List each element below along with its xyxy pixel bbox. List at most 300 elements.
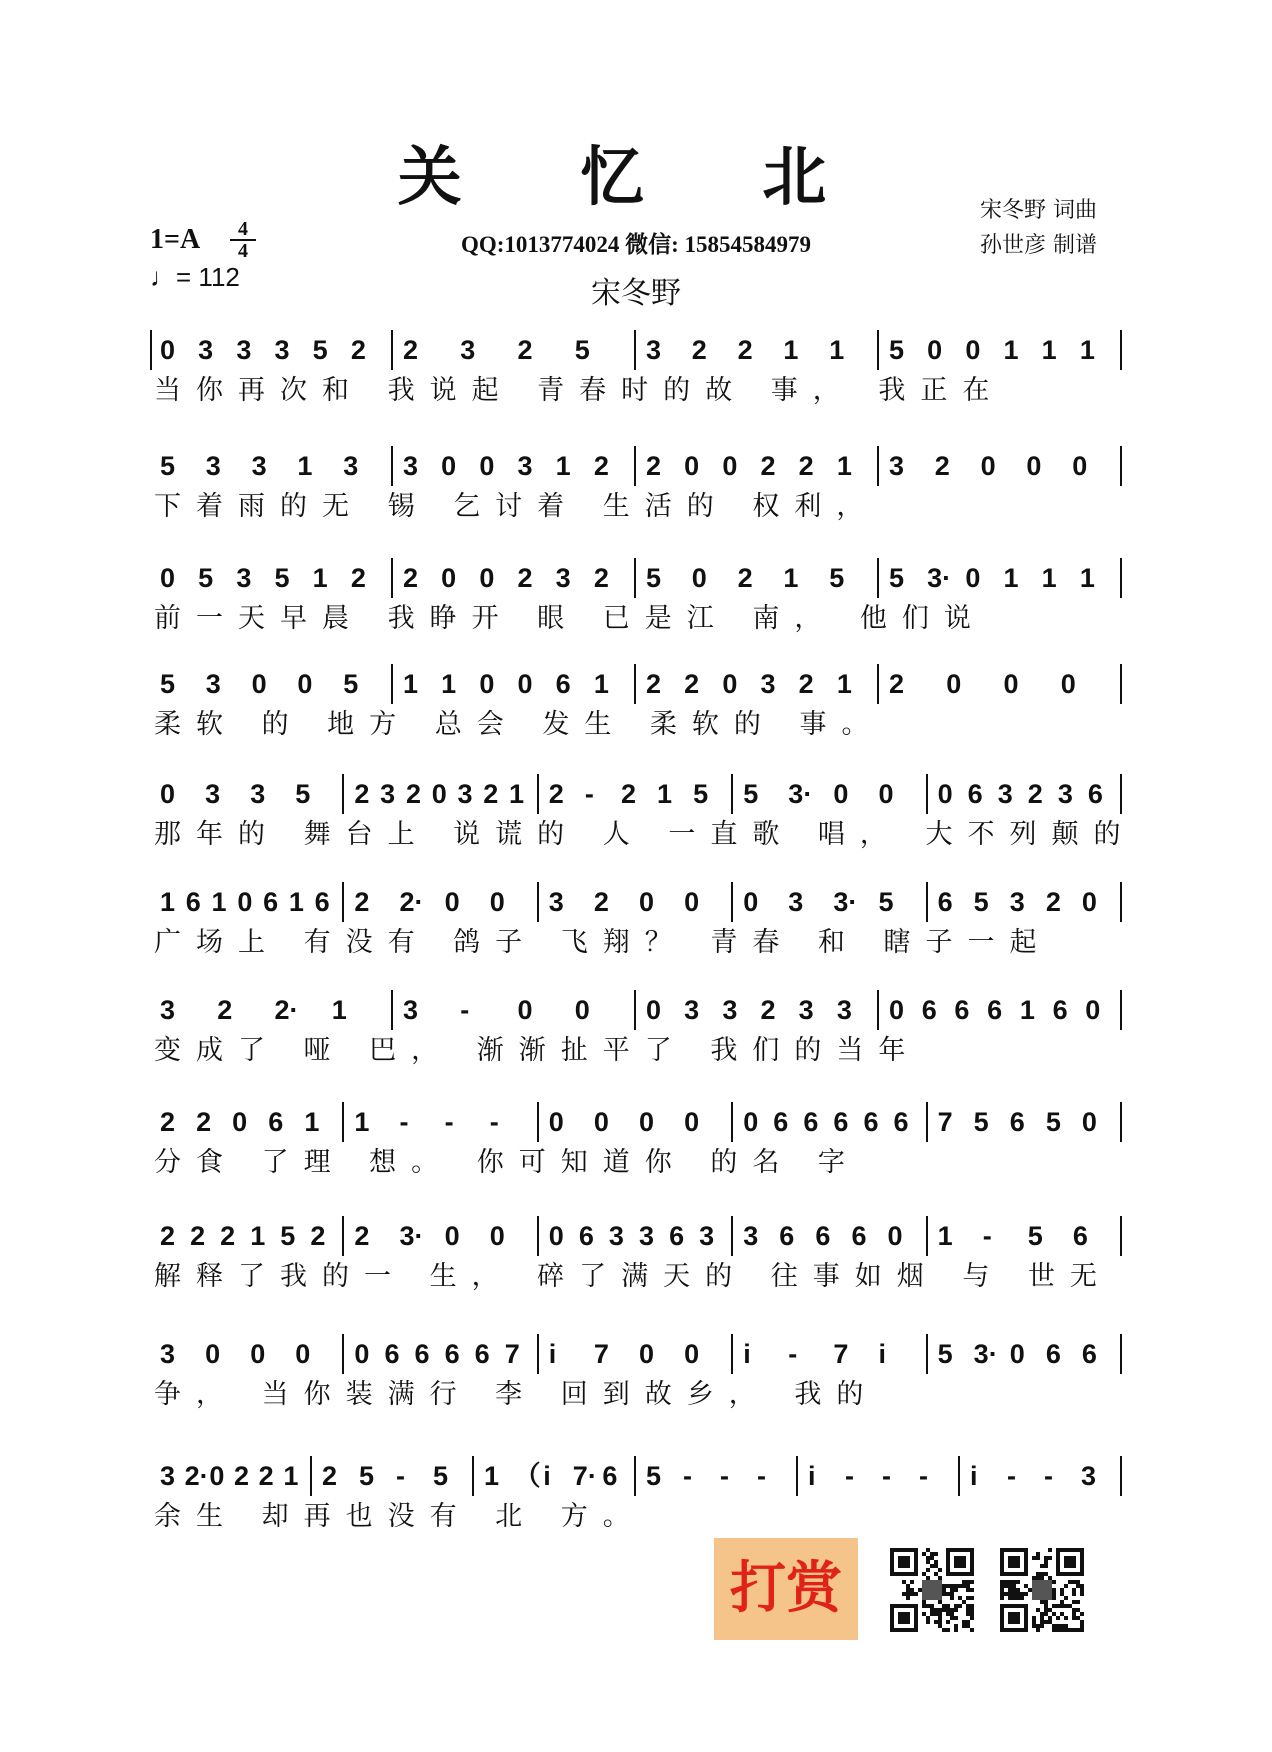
note: 3: [205, 669, 221, 699]
note: 1: [331, 995, 347, 1025]
note: 2: [593, 887, 609, 917]
lyrics-line: 下着雨的无 锡 乞讨着 生活的 权利，: [154, 491, 879, 522]
note: 7: [593, 1339, 609, 1369]
note: 6: [779, 1221, 795, 1251]
barline: [1120, 446, 1122, 486]
note: 5: [198, 563, 214, 593]
note: 3·: [833, 887, 858, 917]
note: 1: [250, 1221, 266, 1251]
note: 5: [646, 563, 662, 593]
note: 3: [722, 995, 738, 1025]
note: 3: [403, 995, 419, 1025]
note: 5: [160, 669, 176, 699]
note: 3: [798, 995, 814, 1025]
note: 1: [211, 887, 227, 917]
note: 6: [185, 887, 201, 917]
note: 1: [509, 779, 525, 809]
note: 2·: [274, 995, 299, 1025]
note: 1: [1019, 995, 1035, 1025]
barline: [796, 1456, 798, 1496]
note: 3: [205, 779, 221, 809]
note: 1: [288, 887, 304, 917]
note: 0: [722, 451, 738, 481]
note: 6: [1087, 779, 1103, 809]
barline: [877, 664, 879, 704]
note: 6: [384, 1339, 400, 1369]
note: 7: [833, 1339, 849, 1369]
note: 0: [889, 995, 905, 1025]
note: 0: [232, 1107, 248, 1137]
note: 1: [836, 669, 852, 699]
note: 6: [1045, 1339, 1061, 1369]
barline: [391, 330, 393, 370]
note: 5: [295, 779, 311, 809]
note: 6: [803, 1107, 819, 1137]
note: 3: [788, 887, 804, 917]
note: 5: [359, 1461, 375, 1491]
note: 2: [234, 1461, 250, 1491]
note: 0: [965, 335, 981, 365]
barline: [926, 1102, 928, 1142]
note: 0: [1026, 451, 1042, 481]
note: 5: [973, 887, 989, 917]
note: -: [683, 1461, 692, 1491]
note: 0: [833, 779, 849, 809]
note: 2: [593, 451, 609, 481]
note: 6: [815, 1221, 831, 1251]
note: 2: [646, 451, 662, 481]
note: 0: [160, 335, 176, 365]
note: 2: [691, 335, 707, 365]
note: 0: [722, 669, 738, 699]
note: -: [882, 1461, 891, 1491]
note: i: [970, 1461, 978, 1491]
note: 2: [196, 1107, 212, 1137]
note: 3: [236, 563, 252, 593]
note: -: [757, 1461, 766, 1491]
note: 1: [160, 887, 176, 917]
note: 2: [798, 451, 814, 481]
note: 2: [1027, 779, 1043, 809]
note: 2: [403, 335, 419, 365]
note: 2: [190, 1221, 206, 1251]
barline: [1120, 1216, 1122, 1256]
note: 2: [760, 451, 776, 481]
note: 3: [457, 779, 473, 809]
note: 2: [258, 1461, 274, 1491]
note: -: [584, 779, 594, 809]
note: 1: [1003, 335, 1019, 365]
note: 3: [699, 1221, 715, 1251]
note: 2: [160, 1221, 176, 1251]
credit-lyrics-music: 宋冬野 词曲: [980, 198, 1097, 223]
note: 3: [460, 335, 476, 365]
note: 1: [1003, 563, 1019, 593]
note: 3: [403, 451, 419, 481]
note: 3·: [788, 779, 813, 809]
meter-bottom: 4: [238, 240, 248, 262]
note: 0: [479, 669, 495, 699]
note: 5: [280, 1221, 296, 1251]
note: 2: [934, 451, 950, 481]
note: 2: [354, 779, 370, 809]
note: -: [720, 1461, 729, 1491]
barline: [926, 882, 928, 922]
note: 5: [343, 669, 359, 699]
barline: [1120, 774, 1122, 814]
barline: [472, 1456, 474, 1496]
note: 6: [1081, 1339, 1097, 1369]
note: 2: [354, 1221, 370, 1251]
note: 2: [517, 335, 533, 365]
note: 5: [646, 1461, 662, 1491]
barline: [634, 330, 636, 370]
barline: [391, 664, 393, 704]
note: 5: [937, 1339, 953, 1369]
note: 0: [1003, 669, 1019, 699]
note: 3: [639, 1221, 655, 1251]
note: 0: [441, 563, 457, 593]
barline: [877, 446, 879, 486]
barline: [926, 1334, 928, 1374]
note: i: [808, 1461, 816, 1491]
note: 6: [893, 1107, 909, 1137]
note: 2: [310, 1221, 326, 1251]
note: 6: [555, 669, 571, 699]
note: 2: [483, 779, 499, 809]
barline: [1120, 990, 1122, 1030]
note: 5: [889, 335, 905, 365]
note: 6: [937, 887, 953, 917]
note: 2: [737, 563, 753, 593]
lyrics-line: 前一天早晨 我睁开 眼 已是江 南， 他们说: [154, 603, 986, 634]
note: 0: [431, 779, 447, 809]
note: 7·: [572, 1461, 597, 1491]
note: 0: [639, 1339, 655, 1369]
note: 2: [593, 563, 609, 593]
note: -: [788, 1339, 798, 1369]
note: 0: [1081, 1107, 1097, 1137]
note: 2: [646, 669, 662, 699]
note: 0: [295, 1339, 311, 1369]
lyrics-line: 广场上 有没有 鸽子 飞翔？ 青春 和 瞎子一起: [154, 927, 1052, 958]
barline: [634, 558, 636, 598]
note: -: [919, 1461, 928, 1491]
qr-code-icon: [890, 1548, 974, 1632]
note: 3: [760, 669, 776, 699]
note: 3: [889, 451, 905, 481]
barline: [634, 990, 636, 1030]
note: 5: [1045, 1107, 1061, 1137]
note: 0: [205, 1339, 221, 1369]
note: 2: [517, 563, 533, 593]
note: 1: [1079, 563, 1095, 593]
barline: [877, 558, 879, 598]
note: 0: [965, 563, 981, 593]
barline: [342, 774, 344, 814]
barline: [537, 882, 539, 922]
barline: [1120, 558, 1122, 598]
note: 0: [980, 451, 996, 481]
note: 3·: [399, 1221, 424, 1251]
note: 0: [1072, 451, 1088, 481]
note: 6: [967, 779, 983, 809]
lyrics-line: 争， 当你装满行 李 回到故乡， 我的: [154, 1379, 879, 1410]
contact-info: QQ:1013774024 微信: 15854584979: [460, 232, 812, 257]
reward-button[interactable]: [714, 1538, 858, 1640]
note: 1: [783, 335, 799, 365]
note: 0: [927, 335, 943, 365]
note: 2: [322, 1461, 338, 1491]
note: 0: [548, 1221, 564, 1251]
note: 0: [160, 563, 176, 593]
note: 0: [946, 669, 962, 699]
barline: [1120, 882, 1122, 922]
barline: [634, 1456, 636, 1496]
note: 2: [350, 335, 366, 365]
note: 5: [878, 887, 894, 917]
note: 6: [987, 995, 1003, 1025]
note: 0: [684, 887, 700, 917]
note: 2: [354, 887, 370, 917]
barline: [1120, 664, 1122, 704]
note: -: [1044, 1461, 1053, 1491]
note: 0: [646, 995, 662, 1025]
note: 1: [593, 669, 609, 699]
note: 6: [1072, 1221, 1088, 1251]
note: 1: [304, 1107, 320, 1137]
note: 0: [517, 995, 533, 1025]
note: 1: [312, 563, 328, 593]
note: 1: [829, 335, 845, 365]
note: 0: [593, 1107, 609, 1137]
note: 0: [209, 1461, 225, 1491]
note: 0: [237, 887, 253, 917]
note: 5: [973, 1107, 989, 1137]
note: 6: [921, 995, 937, 1025]
barline: [537, 1334, 539, 1374]
note: 2: [760, 995, 776, 1025]
note: 1: [657, 779, 673, 809]
note: 5: [889, 563, 905, 593]
singer-name: 宋冬野: [591, 276, 681, 311]
note: 0: [250, 1339, 266, 1369]
barline: [342, 1102, 344, 1142]
note: 3: [517, 451, 533, 481]
note: 6: [602, 1461, 618, 1491]
barline: [150, 330, 152, 370]
barline: [877, 330, 879, 370]
note: 3: [646, 335, 662, 365]
lyrics-line: 变成了 哑 巴， 渐渐扯平了 我们的当年: [154, 1035, 921, 1066]
note: 5: [274, 563, 290, 593]
note: 2: [217, 995, 233, 1025]
note: 5: [1027, 1221, 1043, 1251]
note: 2: [220, 1221, 236, 1251]
note: 2: [620, 779, 636, 809]
note: 5: [693, 779, 709, 809]
note: 5: [312, 335, 328, 365]
lyrics-line: 解释了我的一 生， 碎了满天的 往事如烟 与 世无: [154, 1261, 1112, 1292]
note: 3: [160, 1339, 176, 1369]
note: 3: [1081, 1461, 1097, 1491]
note: 0: [354, 1339, 370, 1369]
note: 0: [878, 779, 894, 809]
qr-code-icon: [1000, 1548, 1084, 1632]
note: 3: [250, 779, 266, 809]
note: 1: [1041, 563, 1057, 593]
note: 0: [684, 451, 700, 481]
note: 0: [937, 779, 953, 809]
note: 2·: [399, 887, 424, 917]
note: 3: [160, 995, 176, 1025]
note: 6: [414, 1339, 430, 1369]
note: 0: [548, 1107, 564, 1137]
note: 5: [743, 779, 759, 809]
barline: [342, 1334, 344, 1374]
barline: [877, 990, 879, 1030]
song-title: 关 忆 北: [397, 140, 875, 215]
barline: [391, 990, 393, 1030]
note: 1: [783, 563, 799, 593]
barline: [1120, 330, 1122, 370]
lyrics-line: 余生 却再也没有 北 方。: [154, 1501, 645, 1532]
barline: [342, 882, 344, 922]
note: 6: [263, 887, 279, 917]
note: 2: [737, 335, 753, 365]
tempo-marking: ♩= 112: [150, 262, 240, 292]
note: 6: [578, 1221, 594, 1251]
note: 0: [743, 887, 759, 917]
note: 3: [160, 1461, 176, 1491]
barline: [391, 446, 393, 486]
note: 0: [444, 1221, 460, 1251]
note: 0: [1009, 1339, 1025, 1369]
note: 3: [343, 451, 359, 481]
barline: [731, 1102, 733, 1142]
note: 0: [297, 669, 313, 699]
note: 0: [441, 451, 457, 481]
note: 1: [283, 1461, 299, 1491]
note: 1: [403, 669, 419, 699]
note: 0: [684, 1107, 700, 1137]
note: 0: [1060, 669, 1076, 699]
lyrics-line: 当你再次和 我说起 青春时的故 事， 我正在: [154, 375, 1005, 406]
note: 6: [833, 1107, 849, 1137]
note: 2: [548, 779, 564, 809]
note: 0: [479, 451, 495, 481]
note: 2: [1045, 887, 1061, 917]
note: -: [845, 1461, 854, 1491]
note: 3: [684, 995, 700, 1025]
reward-label: 打赏: [730, 1556, 842, 1621]
note: 3·: [927, 563, 952, 593]
barline: [537, 774, 539, 814]
note: 3·: [973, 1339, 998, 1369]
note: 0: [489, 1221, 505, 1251]
lyrics-line: 分食 了理 想。 你可知道你 的名 字: [154, 1147, 860, 1178]
note: 0: [517, 669, 533, 699]
barline: [537, 1102, 539, 1142]
meter-top: 4: [238, 218, 248, 240]
barline: [634, 446, 636, 486]
note: 3: [205, 451, 221, 481]
lyrics-line: 柔软 的 地方 总会 发生 柔软的 事。: [154, 709, 884, 740]
note: 6: [954, 995, 970, 1025]
note: 5: [433, 1461, 449, 1491]
note: -: [396, 1461, 405, 1491]
note: 2: [350, 563, 366, 593]
note: 0: [691, 563, 707, 593]
key-signature: 1=A: [150, 224, 201, 255]
lyrics-line: 那年的 舞台上 说谎的 人 一直歌 唱， 大不列颠的: [154, 819, 1136, 850]
note: 2: [798, 669, 814, 699]
note: -: [489, 1107, 499, 1137]
note: 2: [889, 669, 905, 699]
note: i: [543, 1461, 551, 1491]
note: 6: [1009, 1107, 1025, 1137]
note: 6: [863, 1107, 879, 1137]
note: 3: [251, 451, 267, 481]
note: 0: [160, 779, 176, 809]
note: 3: [555, 563, 571, 593]
barline: [634, 664, 636, 704]
note: 0: [444, 887, 460, 917]
note: 1: [297, 451, 313, 481]
note: -: [460, 995, 470, 1025]
note: 3: [836, 995, 852, 1025]
note: 2·: [184, 1461, 209, 1491]
note: 6: [851, 1221, 867, 1251]
note: 3: [1057, 779, 1073, 809]
note: 1: [1079, 335, 1095, 365]
barline: [731, 1334, 733, 1374]
note: i: [548, 1339, 557, 1369]
note: 3: [274, 335, 290, 365]
barline: [731, 774, 733, 814]
note: 2: [403, 563, 419, 593]
note: 5: [574, 335, 590, 365]
note: 5: [829, 563, 845, 593]
note: 6: [773, 1107, 789, 1137]
note: 0: [743, 1107, 759, 1137]
note: 0: [1081, 887, 1097, 917]
note: i: [743, 1339, 751, 1369]
note: 3: [608, 1221, 624, 1251]
note: 0: [1085, 995, 1101, 1025]
note: 1: [354, 1107, 370, 1137]
note: 3: [198, 335, 214, 365]
note: 7: [937, 1107, 953, 1137]
note: -: [982, 1221, 992, 1251]
note: 1: [484, 1461, 500, 1491]
note: 1: [555, 451, 571, 481]
note: 3: [743, 1221, 759, 1251]
barline: [1120, 1334, 1122, 1374]
note: 1: [1041, 335, 1057, 365]
note: 2: [160, 1107, 176, 1137]
note: 1: [836, 451, 852, 481]
barline: [926, 774, 928, 814]
note: 0: [251, 669, 267, 699]
note: -: [399, 1107, 409, 1137]
note: -: [444, 1107, 454, 1137]
note: 0: [684, 1339, 700, 1369]
note: 0: [887, 1221, 903, 1251]
note: 7: [504, 1339, 520, 1369]
note: 0: [639, 887, 655, 917]
note: 3: [1009, 887, 1025, 917]
